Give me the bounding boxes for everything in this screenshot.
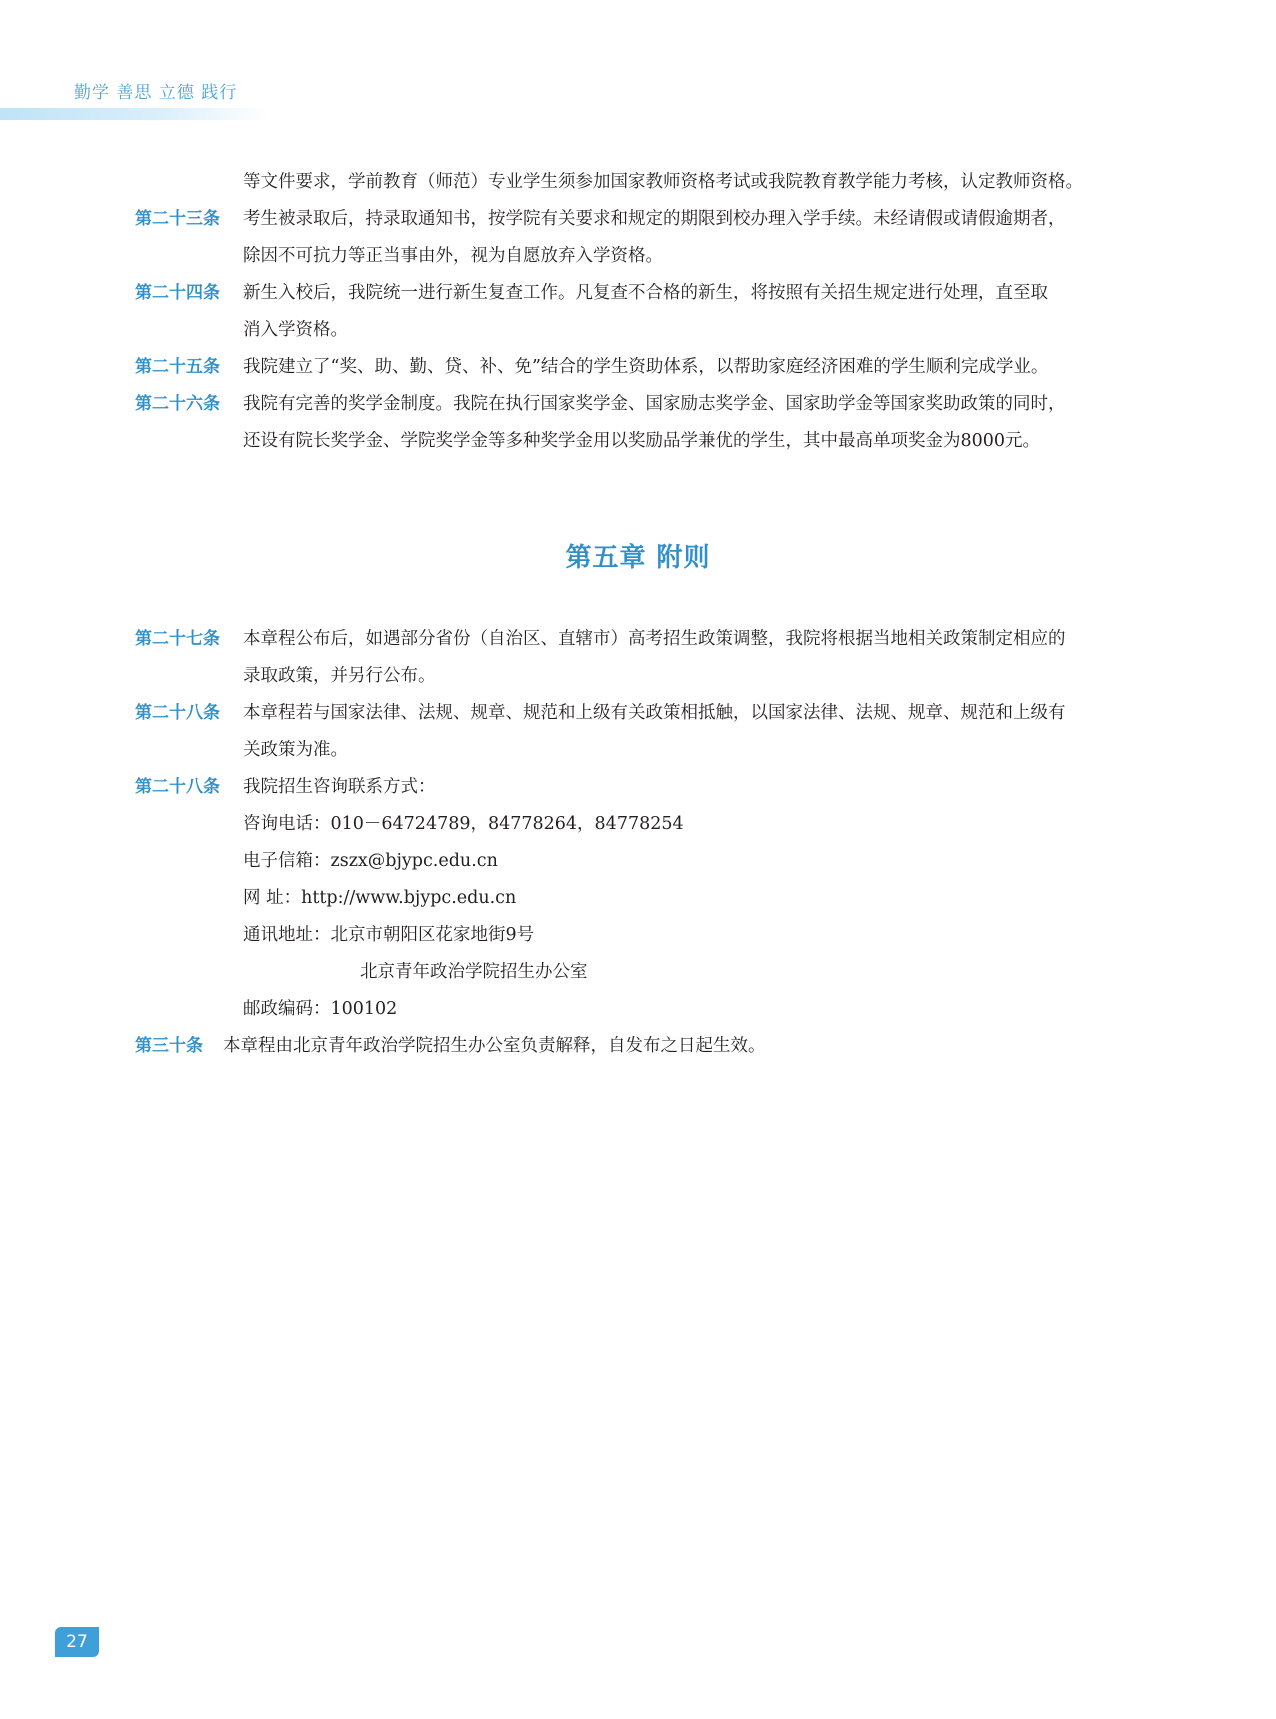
article-text: 考生被录取后，持录取通知书，按学院有关要求和规定的期限到校办理入学手续。未经请假或请假逾期者， [243,209,1066,229]
page-number: 27 [55,1627,99,1657]
text-line [135,695,1145,732]
article-number: 第二十六条 [135,394,220,414]
text-line [135,843,1145,880]
text-line [135,621,1145,658]
article-text: 网 址：http://www.bjypc.edu.cn [243,888,517,908]
article-number: 第二十八条 [135,703,220,723]
article-number: 第二十三条 [135,209,220,229]
article-text: 我院建立了“奖、助、勤、贷、补、免”结合的学生资助体系，以帮助家庭经济困难的学生顺利完成学业。 [243,357,1049,377]
article-number: 第二十四条 [135,283,220,303]
text-line [135,164,1145,201]
article-text: 还设有院长奖学金、学院奖学金等多种奖学金用以奖励品学兼优的学生，其中最高单项奖金为8000元。 [243,431,1041,451]
article-text: 北京青年政治学院招生办公室 [360,962,588,982]
article-text: 等文件要求，学前教育（师范）专业学生须参加国家教师资格考试或我院教育教学能力考核，认定教师资格。 [243,172,1083,192]
article-number: 第二十七条 [135,629,220,649]
text-line [135,275,1145,312]
text-line [135,312,1145,349]
text-line [135,201,1145,238]
article-text: 我院招生咨询联系方式： [243,777,436,797]
header-decorative-band [0,108,270,120]
text-line [135,954,1145,991]
article-text: 邮政编码：100102 [243,999,398,1019]
text-line [135,238,1145,275]
article-text: 本章程公布后，如遇部分省份（自治区、直辖市）高考招生政策调整，我院将根据当地相关政策制定相应的 [243,629,1066,649]
text-line [135,806,1145,843]
article-text: 消入学资格。 [243,320,348,340]
article-text: 我院有完善的奖学金制度。我院在执行国家奖学金、国家励志奖学金、国家助学金等国家奖助政策的同时， [243,394,1066,414]
article-text: 通讯地址：北京市朝阳区花家地街9号 [243,925,535,945]
article-number: 第二十八条 [135,777,220,797]
text-line [135,423,1145,460]
article-text: 录取政策，并另行公布。 [243,666,436,686]
text-line [135,769,1145,806]
text-line [135,732,1145,769]
article-text: 关政策为准。 [243,740,348,760]
article-text: 本章程若与国家法律、法规、规章、规范和上级有关政策相抵触，以国家法律、法规、规章、规范和上级有 [243,703,1066,723]
text-line [135,917,1145,954]
text-line [135,1028,1145,1065]
text-line [135,658,1145,695]
article-number: 第三十条 [135,1036,203,1056]
article-number: 第二十五条 [135,357,220,377]
article-text: 新生入校后，我院统一进行新生复查工作。凡复查不合格的新生，将按照有关招生规定进行处理，直至取 [243,283,1048,303]
section-top-articles [135,164,1145,460]
text-line [135,991,1145,1028]
header-slogan: 勤学 善思 立德 践行 [74,83,238,103]
article-text: 电子信箱：zszx@bjypc.edu.cn [243,851,498,871]
article-text: 本章程由北京青年政治学院招生办公室负责解释，自发布之日起生效。 [223,1036,766,1056]
section-bottom-articles [135,621,1145,1065]
chapter-title: 第五章 附则 [565,543,711,573]
text-line [135,386,1145,423]
article-text: 除因不可抗力等正当事由外，视为自愿放弃入学资格。 [243,246,663,266]
article-text: 咨询电话：010－64724789，84778264，84778254 [243,814,684,834]
text-line [135,880,1145,917]
text-line [135,349,1145,386]
